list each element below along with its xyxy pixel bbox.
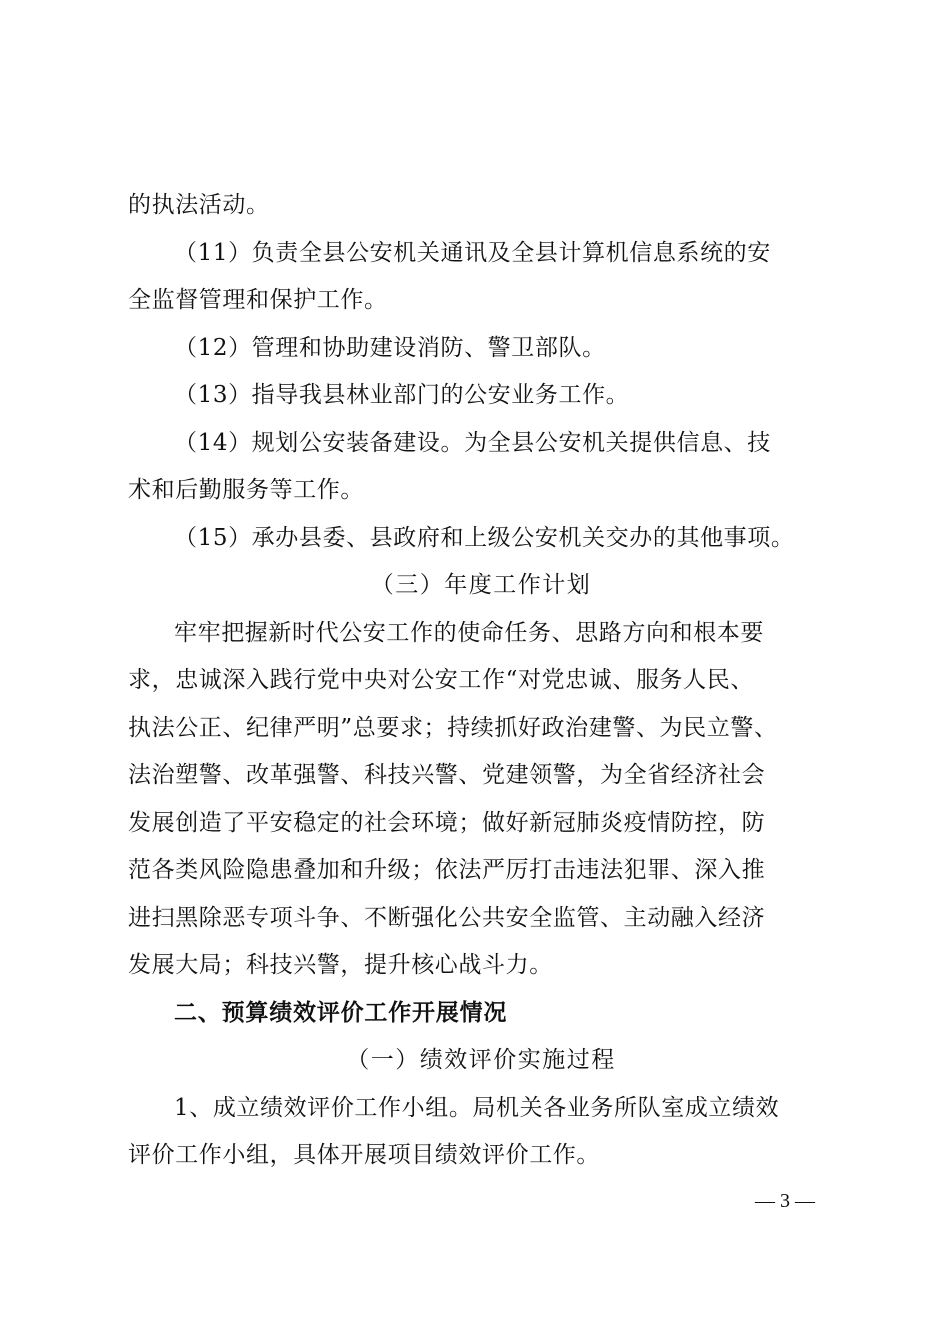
paragraph-item-14 (128, 420, 834, 515)
text-line: 评价工作小组，具体开展项目绩效评价工作。 (128, 1142, 600, 1168)
text-line: （11）负责全县公安机关通讯及全县计算机信息系统的安 (174, 239, 771, 266)
paragraph-item-15 (128, 515, 834, 563)
text-line: （12）管理和协助建设消防、警卫部队。 (174, 334, 606, 361)
text-line: 法治塑警、改革强警、科技兴警、党建领警，为全省经济社会 (128, 762, 766, 788)
paragraph-annual-plan (128, 610, 834, 990)
section-heading-implementation (128, 1037, 834, 1085)
paragraph-item-13 (128, 372, 834, 420)
text-line: 范各类风险隐患叠加和升级；依法严厉打击违法犯罪、深入推 (128, 857, 766, 883)
text-line: 的执法活动。 (128, 192, 270, 218)
section-heading-annual-plan (128, 562, 834, 610)
text-line: 发展大局；科技兴警，提升核心战斗力。 (128, 952, 553, 978)
paragraph-item-12 (128, 325, 834, 373)
text-line: 全监督管理和保护工作。 (128, 287, 388, 313)
text-line: （14）规划公安装备建设。为全县公安机关提供信息、技 (174, 429, 771, 456)
text-line: 牢牢把握新时代公安工作的使命任务、思路方向和根本要 (174, 619, 764, 646)
text-line: 1、成立绩效评价工作小组。局机关各业务所队室成立绩效 (174, 1094, 780, 1121)
section-heading-text: （三）年度工作计划 (370, 572, 592, 598)
text-line: （15）承办县委、县政府和上级公安机关交办的其他事项。 (174, 524, 795, 551)
chapter-heading-performance-evaluation (128, 990, 834, 1038)
chapter-heading-text: 二、预算绩效评价工作开展情况 (174, 999, 508, 1026)
text-line: 术和后勤服务等工作。 (128, 477, 364, 503)
text-line: （13）指导我县林业部门的公安业务工作。 (174, 382, 630, 408)
section-heading-text: （一）绩效评价实施过程 (346, 1047, 616, 1073)
text-line: 进扫黑除恶专项斗争、不断强化公共安全监管、主动融入经济 (128, 904, 766, 931)
page-number: — 3 — (755, 1190, 815, 1212)
text-line: 发展创造了平安稳定的社会环境；做好新冠肺炎疫情防控，防 (128, 809, 766, 836)
document-body (128, 182, 834, 1180)
text-line: 执法公正、纪律严明”总要求；持续抓好政治建警、为民立警、 (128, 714, 778, 741)
paragraph-intro-tail (128, 182, 834, 230)
paragraph-item-11 (128, 230, 834, 325)
text-line: 求，忠诚深入践行党中央对公安工作“对党忠诚、服务人民、 (128, 667, 754, 693)
paragraph-step-1 (128, 1085, 834, 1180)
